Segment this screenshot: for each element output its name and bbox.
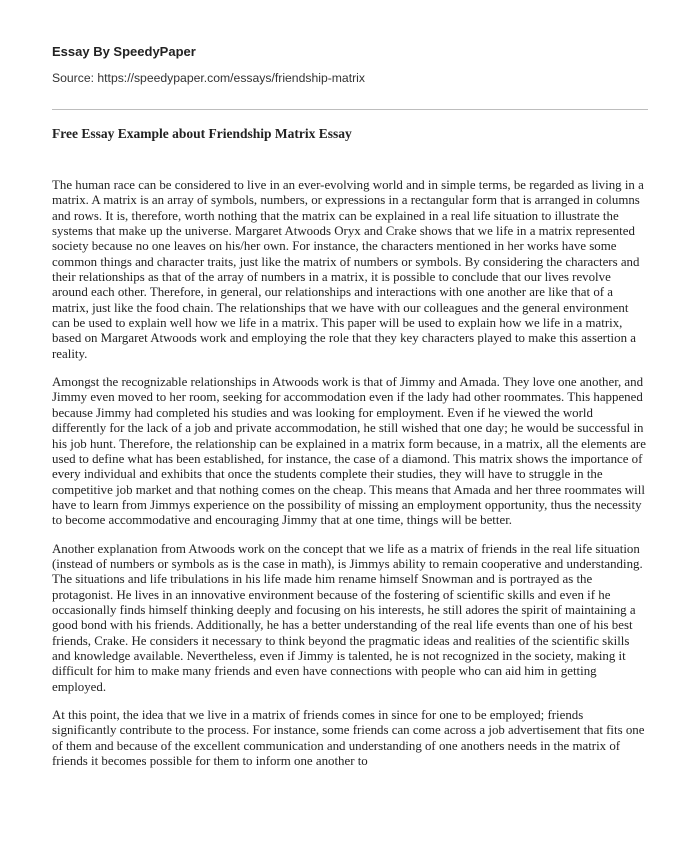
paragraph-4: At this point, the idea that we live in a matrix of friends comes in since for one to be employed; friends significantly contribute to the process. For instance, some friends can come across a job advertisement that fits one of them and because of the excellent communication and understanding of one anothers needs in the matrix of friends it becomes possible for them to inform one another to xyxy=(52,708,645,769)
header-divider xyxy=(52,109,648,110)
paragraph-1: The human race can be considered to live in an ever-evolving world and in simple terms, be regarded as living in a matrix. A matrix is an array of symbols, numbers, or expressions in a rectangular form that is arranged in columns and rows. It is, therefore, worth nothing that the matrix can be explained in a real life situation to illustrate the systems that make up the universe. Margaret Atwoods Oryx and Crake shows that we life in a matrix represented society because no one leaves on his/her own. For instance, the characters mentioned in her works have some common things and character traits, just like the matrix of numbers or symbols. By considering the characters and their relationships as that of the array of numbers in a matrix, it is possible to conclude that our lives revolve around each other. Therefore, in general, our relationships and interactions with one another are like that of a matrix, just like the food chain. The relationships that we have with our colleagues and the general environment can be used to explain well how we life in a matrix. This paper will be used to explain how we life in a matrix, based on Margaret Atwoods work and employing the role that they key characters played to make this assertion a reality. xyxy=(52,178,644,361)
paragraph-2: Amongst the recognizable relationships in Atwoods work is that of Jimmy and Amada. They love one another, and Jimmy even moved to her room, seeking for accommodation even if the lady had other roommates. This happened because Jimmy had completed his studies and was looking for employment. Even if he viewed the world differently for the lack of a job and private accommodation, he still wished that one day; he would be successful in his job hunt. Therefore, the relationship can be explained in a matrix form because, in a matrix, all the elements are used to define what has been established, for instance, the case of a diamond. This matrix shows the importance of every individual and exhibits that once the students complete their studies, they will have to struggle in the competitive job market and that nothing comes on the cheap. This means that Amada and her three roommates will have to learn from Jimmys experience on the possibility of missing an employment opportunity, thus the necessity to become accommodative and encouraging Jimmy that at one time, things will be better. xyxy=(52,375,646,528)
paragraph-3: Another explanation from Atwoods work on the concept that we life as a matrix of friends in the real life situation (instead of numbers or symbols as is the case in math), is Jimmys ability to remain cooperative and understanding. The situations and life tribulations in his life made him rename himself Snowman and is portrayed as the protagonist. He lives in an innovative environment because of the fostering of scientific skills and even if he occasionally finds himself thinking deeply and focusing on his interests, he still adores the spirit of maintaining a good bond with his friends. Additionally, he has a better understanding of the real life events than one of his best friends, Crake. He considers it necessary to think beyond the pragmatic ideas and realities of the scientific skills and knowledge available. Nevertheless, even if Jimmy is talented, he is not recognized in the society, making it difficult for him to make many friends and even have connections with people who can aid him in getting employed. xyxy=(52,541,643,694)
essay-body xyxy=(52,178,648,769)
brand-title: Essay By SpeedyPaper xyxy=(52,44,196,59)
source-line: Source: https://speedypaper.com/essays/friendship-matrix xyxy=(52,71,365,85)
essay-title: Free Essay Example about Friendship Matrix Essay xyxy=(52,126,352,141)
